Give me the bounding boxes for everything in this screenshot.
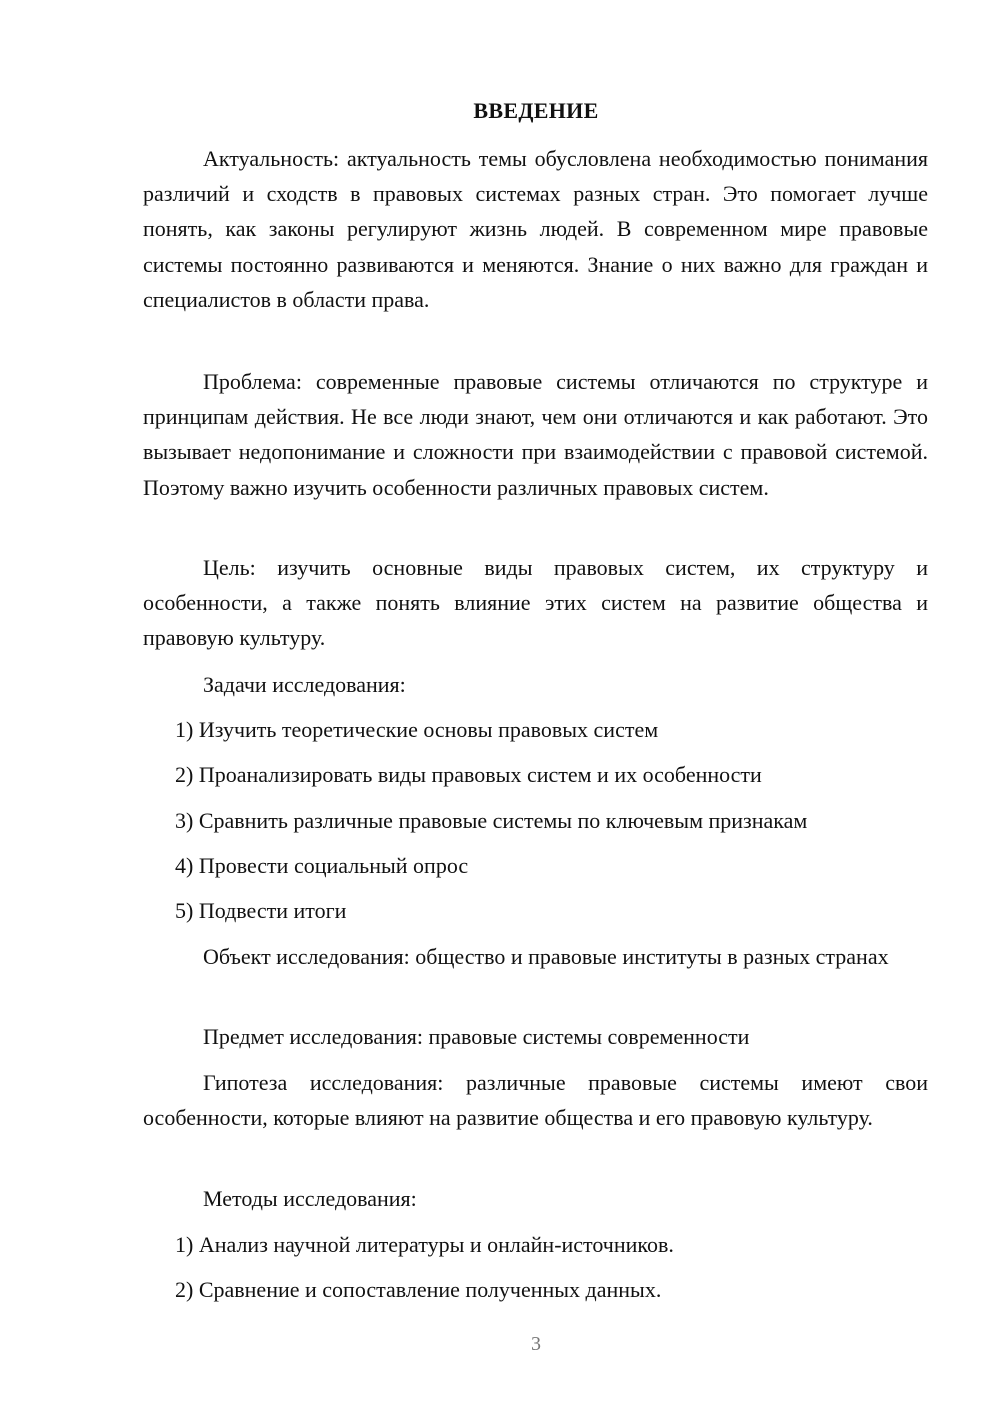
paragraph-problem: Проблема: современные правовые системы отличаются по структуре и принципам действия. Не все люди знают, чем они отличаются и как работают. Это вызывает недопонимание и сложности при взаимодействии с правовой системой. Поэтому важно изучить особенности различных правовых систем. [143,369,928,500]
tasks-heading: Задачи исследования: [203,672,406,697]
task-item-1: 1) Изучить теоретические основы правовых систем [175,717,659,742]
method-item-1: 1) Анализ научной литературы и онлайн-источников. [175,1232,674,1257]
task-item-2: 2) Проанализировать виды правовых систем и их особенности [175,762,762,787]
page-number: 3 [531,1333,541,1355]
paragraph-subject: Предмет исследования: правовые системы современности [203,1024,750,1049]
task-item-4: 4) Провести социальный опрос [175,853,469,878]
task-item-3: 3) Сравнить различные правовые системы по ключевым признакам [175,808,808,833]
paragraph-hypothesis: Гипотеза исследования: различные правовые системы имеют свои особенности, которые влияют на развитие общества и его правовую культуру. [143,1070,928,1131]
task-item-5: 5) Подвести итоги [175,898,347,923]
paragraph-object: Объект исследования: общество и правовые институты в разных странах [203,944,889,969]
paragraph-goal: Цель: изучить основные виды правовых систем, их структуру и особенности, а также понять влияние этих систем на развитие общества и правовую культуру. [143,555,928,651]
page-title: ВВЕДЕНИЕ [473,98,599,123]
paragraph-relevance: Актуальность: актуальность темы обусловлена необходимостью понимания различий и сходств в правовых системах разных стран. Это помогает лучше понять, как законы регулируют жизнь людей. В современном мире правовые системы постоянно развиваются и меняются. Знание о них важно для граждан и специалистов в области права. [143,146,928,312]
methods-heading: Методы исследования: [203,1186,417,1211]
method-item-2: 2) Сравнение и сопоставление полученных данных. [175,1277,662,1302]
